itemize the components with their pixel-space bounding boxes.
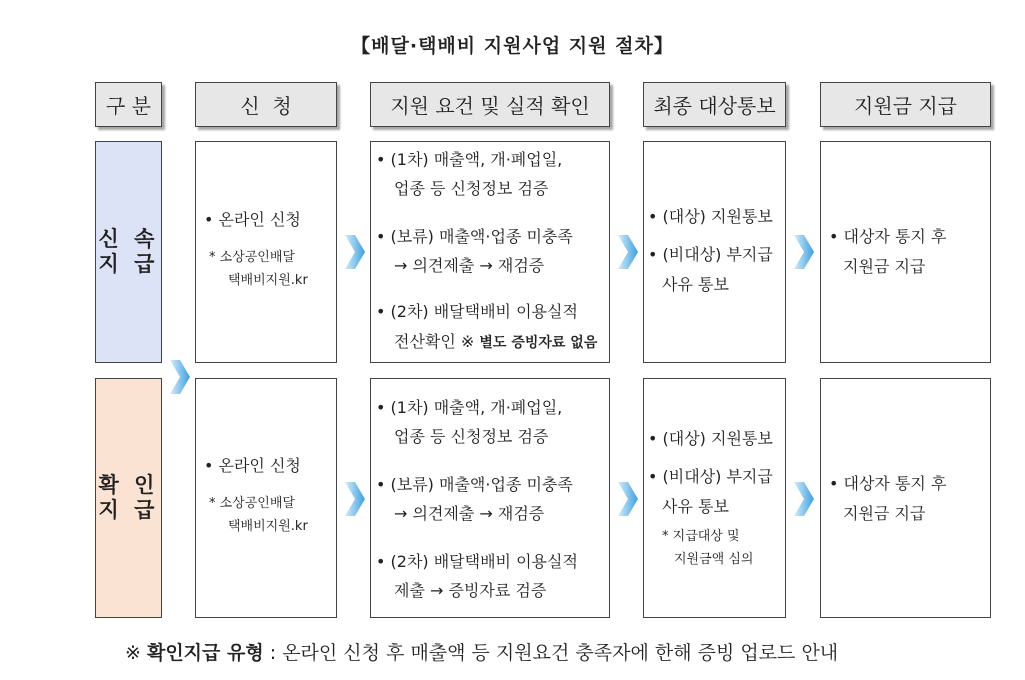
arrow-icon-confirm-1 xyxy=(345,482,365,516)
confirm-verify-cell xyxy=(370,378,610,618)
header-notify xyxy=(643,82,786,127)
fast-notify-b2-l2: 사유 통보 xyxy=(662,275,729,294)
confirm-notify-note-2: 지원금액 심의 xyxy=(674,552,754,567)
arrow-icon-fast-1 xyxy=(345,235,365,269)
row-label-fast-line1: 신 속 xyxy=(98,227,159,251)
confirm-apply-cell xyxy=(195,378,337,618)
row-label-confirm-line2: 지 급 xyxy=(98,498,159,522)
fast-apply-bullet: • 온라인 신청 xyxy=(204,210,301,229)
header-pay xyxy=(820,82,991,127)
fast-apply-cell xyxy=(195,141,337,363)
fast-notify-cell xyxy=(643,141,786,363)
fast-verify-b3-l2-bold: 별도 증빙자료 없음 xyxy=(479,335,598,351)
fast-verify-b3-l2 xyxy=(394,327,597,358)
confirm-verify-b1-l1: • (1차) 매출액, 개·폐업일, xyxy=(376,398,563,417)
fast-notify-b2-l1: • (비대상) 부지급 xyxy=(648,245,773,264)
fast-pay-l1: • 대상자 통지 후 xyxy=(829,227,947,246)
header-category xyxy=(95,82,162,127)
fast-verify-cell xyxy=(370,141,610,363)
diagram-title: 【배달·택배비 지원사업 지원 절차】 xyxy=(351,35,674,57)
footnote-text: : 온라인 신청 후 매출액 등 지원요건 충족자에 한해 증빙 업로드 안내 xyxy=(263,642,839,664)
confirm-notify-b1: • (대상) 지원통보 xyxy=(648,429,773,448)
fast-verify-b3-l1: • (2차) 배달택배비 이용실적 xyxy=(376,302,578,321)
fast-apply-note-2: 택배비지원.kr xyxy=(228,273,308,288)
fast-verify-b2-l1: • (보류) 매출액·업종 미충족 xyxy=(376,227,573,246)
row-label-fast xyxy=(95,141,162,363)
header-pay-label: 지원금 지급 xyxy=(854,94,957,118)
confirm-notify-cell xyxy=(643,378,786,618)
confirm-notify-b2-l1: • (비대상) 부지급 xyxy=(648,467,773,486)
header-notify-label: 최종 대상통보 xyxy=(653,94,776,118)
confirm-apply-note-1: * 소상공인배달 xyxy=(209,496,295,511)
header-category-label: 구 분 xyxy=(106,94,151,118)
header-verify xyxy=(370,82,610,127)
confirm-verify-b3-l2: 제출 → 증빙자료 검증 xyxy=(394,581,547,600)
confirm-verify-b1-l2: 업종 등 신청정보 검증 xyxy=(394,427,549,446)
confirm-apply-note-2: 택배비지원.kr xyxy=(228,519,308,534)
fast-notify-b1: • (대상) 지원통보 xyxy=(648,207,773,226)
confirm-verify-b2-l2: → 의견제출 → 재검증 xyxy=(394,504,545,523)
header-apply xyxy=(195,82,337,127)
header-verify-label: 지원 요건 및 실적 확인 xyxy=(390,94,590,118)
header-apply-label: 신 청 xyxy=(240,94,292,118)
row-label-fast-line2: 지 급 xyxy=(98,252,159,276)
confirm-pay-l2: 지원금 지급 xyxy=(843,504,926,523)
arrow-icon-confirm-3 xyxy=(794,482,814,516)
fast-apply-note-1: * 소상공인배달 xyxy=(209,250,295,265)
arrow-icon-category xyxy=(170,360,190,394)
footnote xyxy=(125,638,838,665)
row-label-confirm xyxy=(95,378,162,618)
fast-verify-b1-l2: 업종 등 신청정보 검증 xyxy=(394,179,549,198)
confirm-apply-bullet: • 온라인 신청 xyxy=(204,456,301,475)
confirm-verify-b3-l1: • (2차) 배달택배비 이용실적 xyxy=(376,552,578,571)
fast-verify-b3-l2-text: 전산확인 ※ xyxy=(394,332,480,351)
confirm-pay-l1: • 대상자 통지 후 xyxy=(829,474,947,493)
footnote-mark: ※ xyxy=(125,642,147,664)
fast-pay-l2: 지원금 지급 xyxy=(843,257,926,276)
fast-verify-b1-l1: • (1차) 매출액, 개·폐업일, xyxy=(376,150,563,169)
row-label-confirm-line1: 확 인 xyxy=(98,473,159,497)
confirm-verify-b2-l1: • (보류) 매출액·업종 미충족 xyxy=(376,475,573,494)
confirm-notify-note-1: * 지급대상 및 xyxy=(662,529,740,544)
arrow-icon-confirm-2 xyxy=(618,482,638,516)
confirm-pay-cell xyxy=(820,378,991,618)
arrow-icon-fast-3 xyxy=(794,235,814,269)
confirm-notify-b2-l2: 사유 통보 xyxy=(662,497,729,516)
fast-pay-cell xyxy=(820,141,991,363)
arrow-icon-fast-2 xyxy=(618,235,638,269)
fast-verify-b2-l2: → 의견제출 → 재검증 xyxy=(394,256,545,275)
footnote-bold: 확인지급 유형 xyxy=(146,642,264,664)
